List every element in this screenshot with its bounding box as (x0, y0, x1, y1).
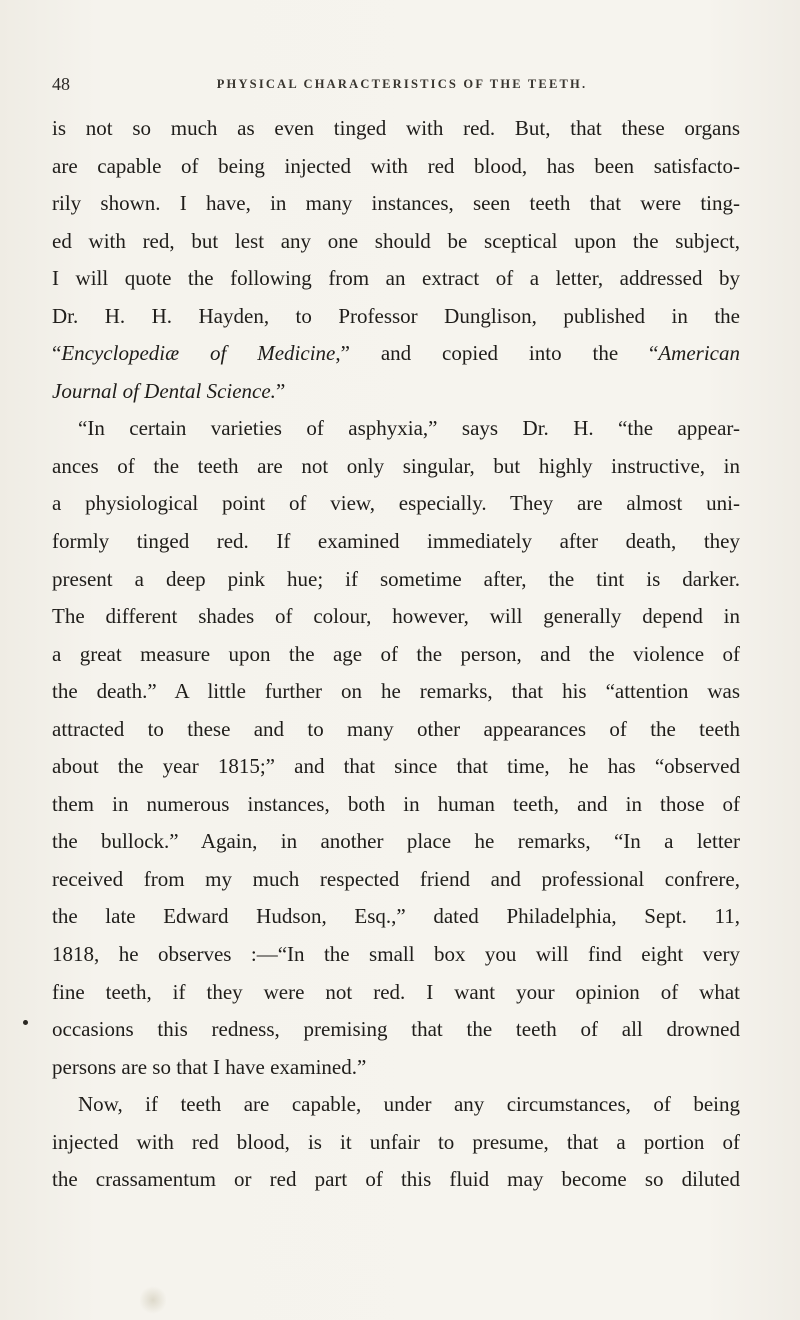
text-line: received from my much respected friend and professional confrere, (52, 866, 740, 891)
text-line: attracted to these and to many other appearances of the teeth (52, 716, 740, 741)
text-line: the death.” A little further on he remarks, that his “attention was (52, 679, 740, 704)
text-line: injected with red blood, is it unfair to presume, that a portion of (52, 1129, 740, 1154)
text-line: The different shades of colour, however, will generally depend in (52, 604, 740, 629)
text-line: are capable of being injected with red blood, has been satisfacto- (52, 153, 740, 178)
page-number: 48 (52, 74, 70, 94)
text-line: 1818, he observes :—“In the small box you will find eight very (52, 942, 740, 967)
text-line-italic-titles: “Encyclopediæ of Medicine,” and copied into the “American (52, 341, 741, 366)
italic-title: American (658, 341, 741, 366)
text-line: Dr. H. H. Hayden, to Professor Dunglison, published in the (52, 303, 740, 328)
running-head (52, 72, 752, 96)
text-line: rily shown. I have, in many instances, seen teeth that were ting- (52, 191, 740, 216)
text-line: a physiological point of view, especially. They are almost uni- (52, 491, 740, 516)
text-line: present a deep pink hue; if sometime after, the tint is darker. (52, 566, 740, 591)
text-line: ances of the teeth are not only singular, but highly instructive, in (52, 453, 740, 478)
text-line: about the year 1815;” and that since that time, he has “observed (52, 754, 740, 779)
text-line: occasions this redness, premising that the teeth of all drowned (52, 1017, 740, 1042)
italic-title: Journal of Dental Science. (52, 378, 276, 403)
paragraph-start-line: “In certain varieties of asphyxia,” says Dr. H. “the appear- (78, 416, 740, 441)
text-line: ed with red, but lest any one should be sceptical upon the subject, (52, 228, 740, 253)
text-line: the crassamentum or red part of this fluid may become so diluted (52, 1167, 740, 1192)
text-line: the bullock.” Again, in another place he remarks, “In a letter (52, 829, 740, 854)
text-line: them in numerous instances, both in human teeth, and in those of (52, 791, 740, 816)
text-line: I will quote the following from an extract of a letter, addressed by (52, 266, 740, 291)
text-line: a great measure upon the age of the person, and the violence of (52, 641, 740, 666)
text-line: is not so much as even tinged with red. But, that these organs (52, 116, 740, 140)
paragraph-start-line: Now, if teeth are capable, under any circumstances, of being (78, 1092, 740, 1117)
ink-speck (23, 1020, 28, 1025)
text-line: formly tinged red. If examined immediately after death, they (52, 529, 740, 554)
text-line-italic-title: Journal of Dental Science.” (52, 378, 286, 403)
text-line: persons are so that I have examined.” (52, 1054, 367, 1079)
body-text (52, 110, 740, 1199)
italic-title: Encyclopediæ of Medicine (61, 341, 336, 366)
text-line: the late Edward Hudson, Esq.,” dated Philadelphia, Sept. 11, (52, 904, 740, 929)
running-title: PHYSICAL CHARACTERISTICS OF THE TEETH. (216, 77, 588, 91)
text-line: fine teeth, if they were not red. I want your opinion of what (52, 979, 740, 1004)
paper-stain (140, 1285, 166, 1315)
